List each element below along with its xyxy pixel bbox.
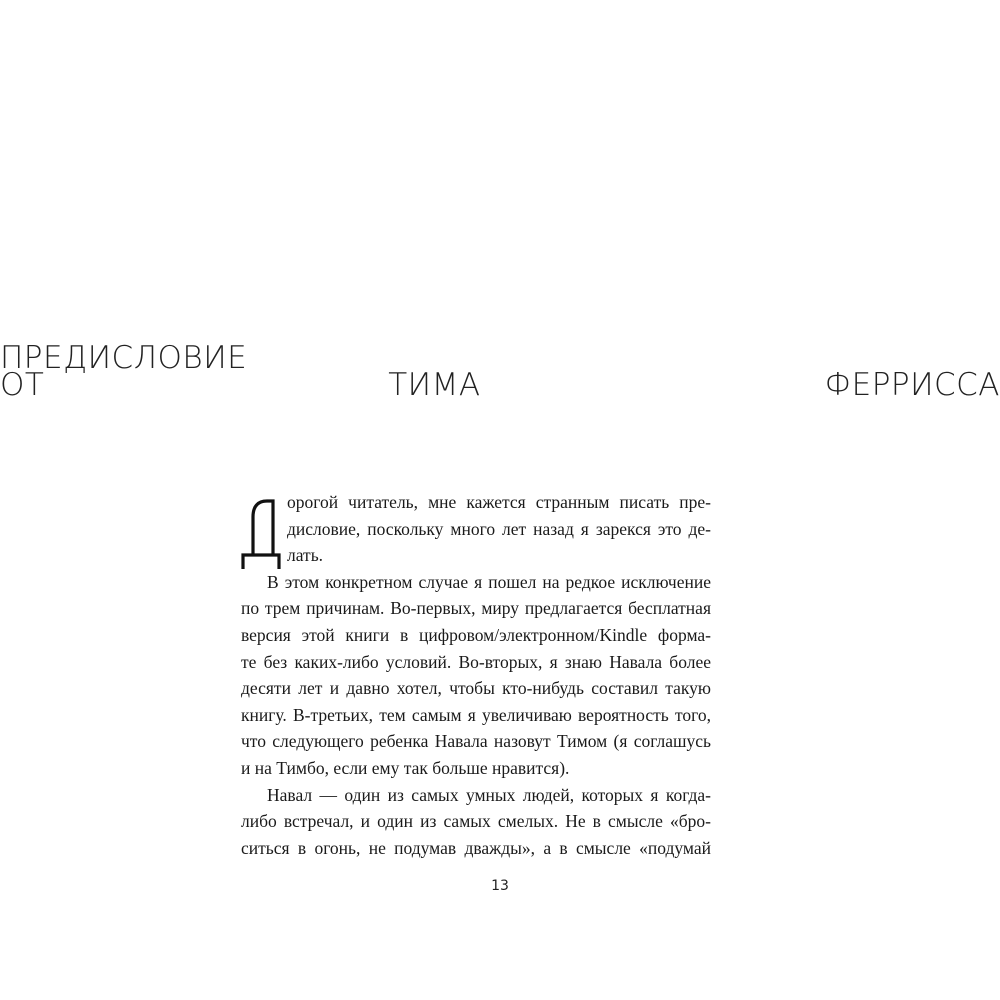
paragraph-1: [241, 489, 711, 569]
body-text: [241, 489, 711, 861]
text-line: десяти лет и давно хотел, чтобы кто-нибудь составил такую: [241, 678, 711, 699]
text-line: В этом конкретном случае я пошел на редкое исключение: [267, 571, 711, 592]
chapter-title-line-1: ПРЕДИСЛОВИЕ: [0, 340, 248, 376]
paragraph-2: [241, 569, 711, 782]
text-line: орогой читатель, мне кажется странным писать пре-: [287, 492, 711, 512]
text-line: те без каких-либо условий. Во-вторых, я знаю Навала более: [241, 651, 711, 672]
text-line: по трем причинам. Во-первых, миру предлагается бесплатная: [241, 598, 711, 619]
text-line: либо встречал, и один из самых смелых. Не в смысле «бро-: [241, 811, 711, 832]
text-line: ситься в огонь, не подумав дважды», а в смысле «подумай: [241, 837, 711, 858]
text-line: что следующего ребенка Навала назовут Тимом (я соглашусь: [241, 731, 711, 752]
page-number: 13: [491, 878, 509, 894]
text-line: Навал — один из самых умных людей, которых я когда-: [267, 784, 711, 805]
text-line: и на Тимбо, если ему так больше нравится).: [241, 757, 570, 778]
text-line: версия этой книги в цифровом/электронном/Kindle форма-: [241, 624, 711, 645]
text-line: книгу. В-третьих, тем самым я увеличиваю вероятность того,: [241, 704, 711, 725]
paragraph-3: [241, 782, 711, 862]
text-line: дисловие, поскольку много лет назад я зарекся это де-: [287, 518, 711, 539]
chapter-title: [0, 340, 1000, 403]
chapter-title-line-2: ОТ ТИМА ФЕРРИССА: [0, 366, 1000, 403]
text-line: лать.: [287, 545, 324, 566]
